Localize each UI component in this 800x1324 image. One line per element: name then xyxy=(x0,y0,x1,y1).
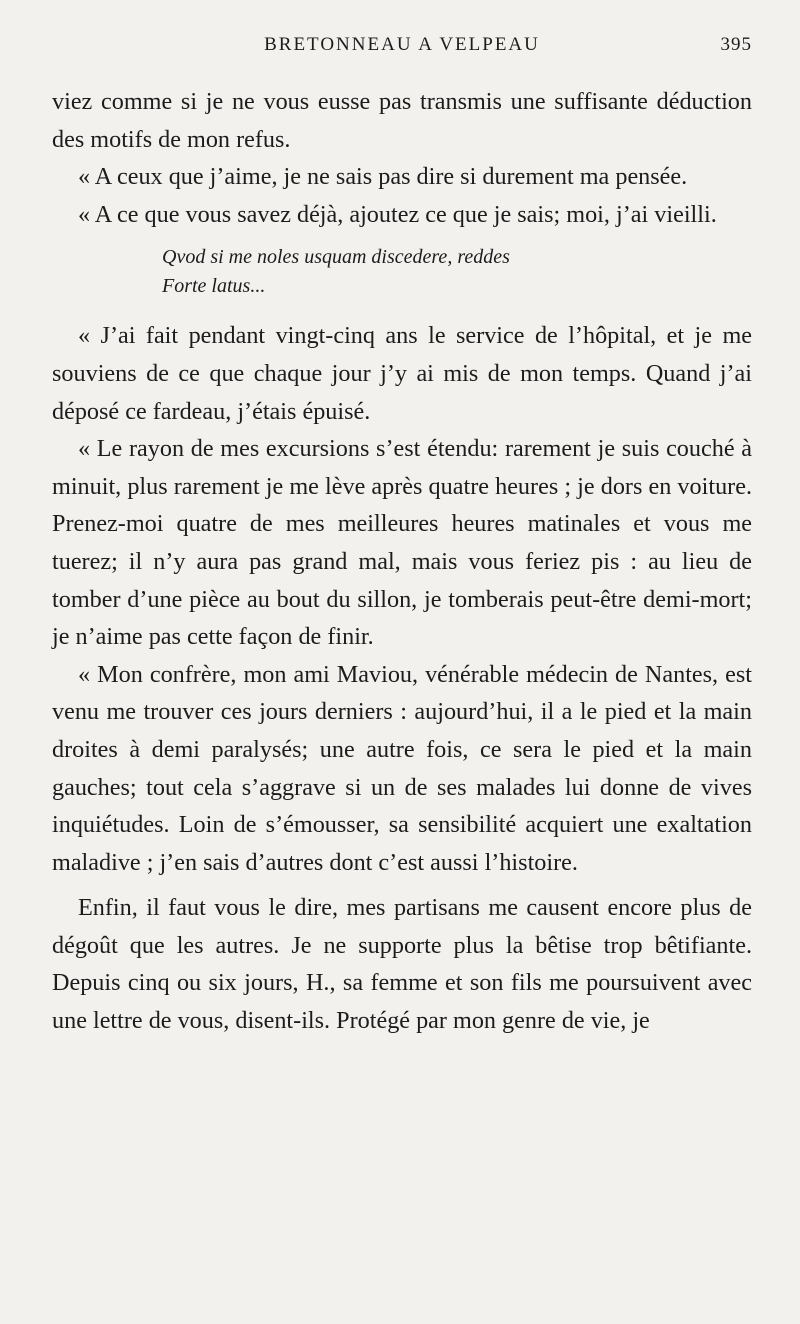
paragraph-3: « A ce que vous savez déjà, ajoutez ce que je sais; moi, j’ai vieilli. xyxy=(78,200,717,228)
quotation-line-2: Forte latus... xyxy=(162,275,266,298)
paragraph-7: Enfin, il faut vous le dire, mes partisans me causent encore plus de dégoût que les autres. Je ne supporte plus la bêtise trop bêtifiante. Depuis cinq ou six jours, H., sa femme et son fils me poursuivent avec une lettre de vous, disent-ils. Protégé par mon genre de vie, je xyxy=(52,894,752,1035)
paragraph-5: « Le rayon de mes excursions s’est étendu: rarement je suis couché à minuit, plus rarement je me lève après quatre heures ; je dors en voiture. Prenez-moi quatre de mes meilleures heures matinales et vous me tuerez; il n’y aura pas grand mal, mais vous feriez pis : au lieu de tomber d’une pièce au bout du sillon, je tomberais peut-être demi-mort; je n’aime pas cette façon de finir. xyxy=(52,435,752,651)
quotation-line-1: Qvod si me noles usquam discedere, reddes xyxy=(162,246,510,269)
latin-quotation xyxy=(162,243,752,301)
paragraph-2: « A ceux que j’aime, je ne sais pas dire si durement ma pensée. xyxy=(78,163,688,191)
page-number: 395 xyxy=(720,34,752,55)
body-text xyxy=(52,83,752,1040)
paragraph-4: « J’ai fait pendant vingt-cinq ans le service de l’hôpital, et je me souviens de ce que chaque jour j’y ai mis de mon temps. Quand j’ai déposé ce fardeau, j’étais épuisé. xyxy=(52,322,752,425)
running-head xyxy=(52,34,752,62)
running-title: BRETONNEAU A VELPEAU xyxy=(264,34,540,55)
paragraph-1: viez comme si je ne vous eusse pas transmis une suffisante déduction des motifs de mon refus. xyxy=(52,88,752,153)
paragraph-6: « Mon confrère, mon ami Maviou, vénérable médecin de Nantes, est venu me trouver ces jours derniers : aujourd’hui, il a le pied et la main droites à demi paralysés; une autre fois, ce sera le pied et la main gauches; tout cela s’aggrave si un de ses malades lui donne de vives inquiétudes. Loin de s’émousser, sa sensibilité acquiert une exaltation maladive ; j’en sais d’autres dont c’est aussi l’histoire. xyxy=(52,660,752,876)
